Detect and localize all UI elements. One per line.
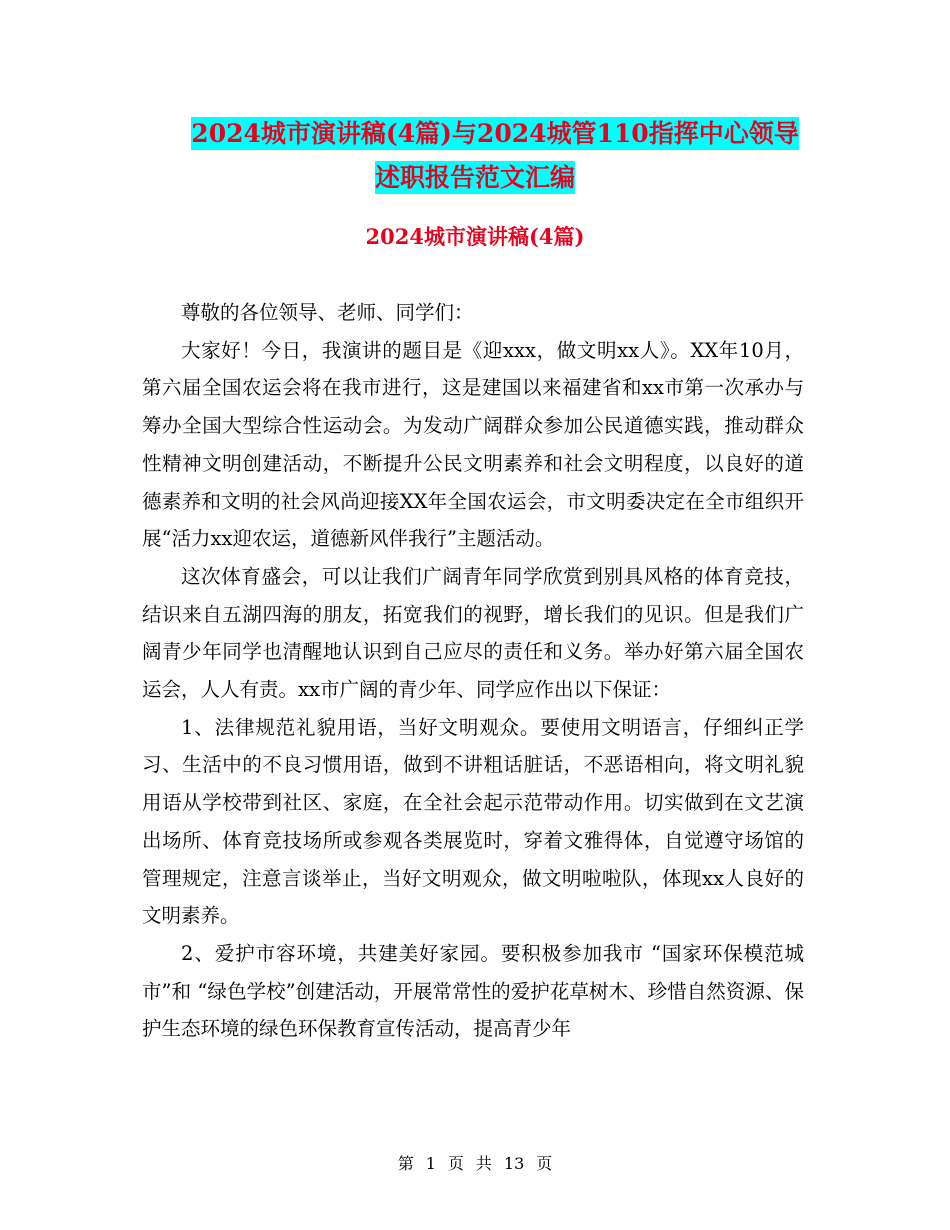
paragraph: 大家好！今日，我演讲的题目是《迎xxx，做文明xx人》。XX年10月，第六届全国农运会将在我市进行，这是建国以来福建省和xx市第一次承办与筹办全国大型综合性运动会。为发动广阔群众参加公民道德实践，推动群众性精神文明创建活动，不断提升公民文明素养和社会文明程度，以良好的道德素养和文明的社会风尚迎接XX年全国农运会，市文明委决定在全市组织开展“活力xx迎农运，道德新风伴我行”主题活动。 bbox=[142, 338, 804, 551]
page-total: 13 bbox=[503, 1154, 525, 1173]
footer-total-word: 共 bbox=[475, 1154, 492, 1173]
section-title: 2024城市演讲稿(4篇) bbox=[365, 224, 585, 249]
page-footer bbox=[0, 1152, 950, 1176]
title-line-1: 2024城市演讲稿(4篇)与2024城管110指挥中心领导 bbox=[191, 119, 799, 148]
page-number: 1 bbox=[425, 1154, 436, 1173]
paragraph: 1、法律规范礼貌用语，当好文明观众。要使用文明语言，仔细纠正学习、生活中的不良习惯用语，做到不讲粗话脏话，不恶语相向，将文明礼貌用语从学校带到社区、家庭，在全社会起示范带动作用。切实做到在文艺演出场所、体育竞技场所或参观各类展览时，穿着文雅得体，自觉遵守场馆的管理规定，注意言谈举止，当好文明观众，做文明啦啦队，体现xx人良好的文明素养。 bbox=[142, 715, 804, 928]
footer-page-word: 页 bbox=[447, 1154, 464, 1173]
footer-suffix: 页 bbox=[536, 1154, 553, 1173]
document-body bbox=[142, 294, 804, 1048]
title-line-2: 述职报告范文汇编 bbox=[374, 163, 575, 192]
paragraph: 这次体育盛会，可以让我们广阔青年同学欣赏到别具风格的体育竞技，结识来自五湖四海的朋友，拓宽我们的视野，增长我们的见识。但是我们广阔青少年同学也清醒地认识到自己应尽的责任和义务。举办好第六届全国农运会，人人有责。xx市广阔的青少年、同学应作出以下保证： bbox=[142, 564, 804, 702]
paragraph-salutation: 尊敬的各位领导、老师、同学们： bbox=[181, 301, 474, 324]
footer-prefix: 第 bbox=[397, 1154, 414, 1173]
paragraph: 2、爱护市容环境，共建美好家园。要积极参加我市 “国家环保模范城市”和 “绿色学校”创建活动，开展常常性的爱护花草树木、珍惜自然资源、保护生态环境的绿色环保教育宣传活动，提高青少年 bbox=[142, 941, 804, 1041]
document-title bbox=[0, 112, 950, 200]
